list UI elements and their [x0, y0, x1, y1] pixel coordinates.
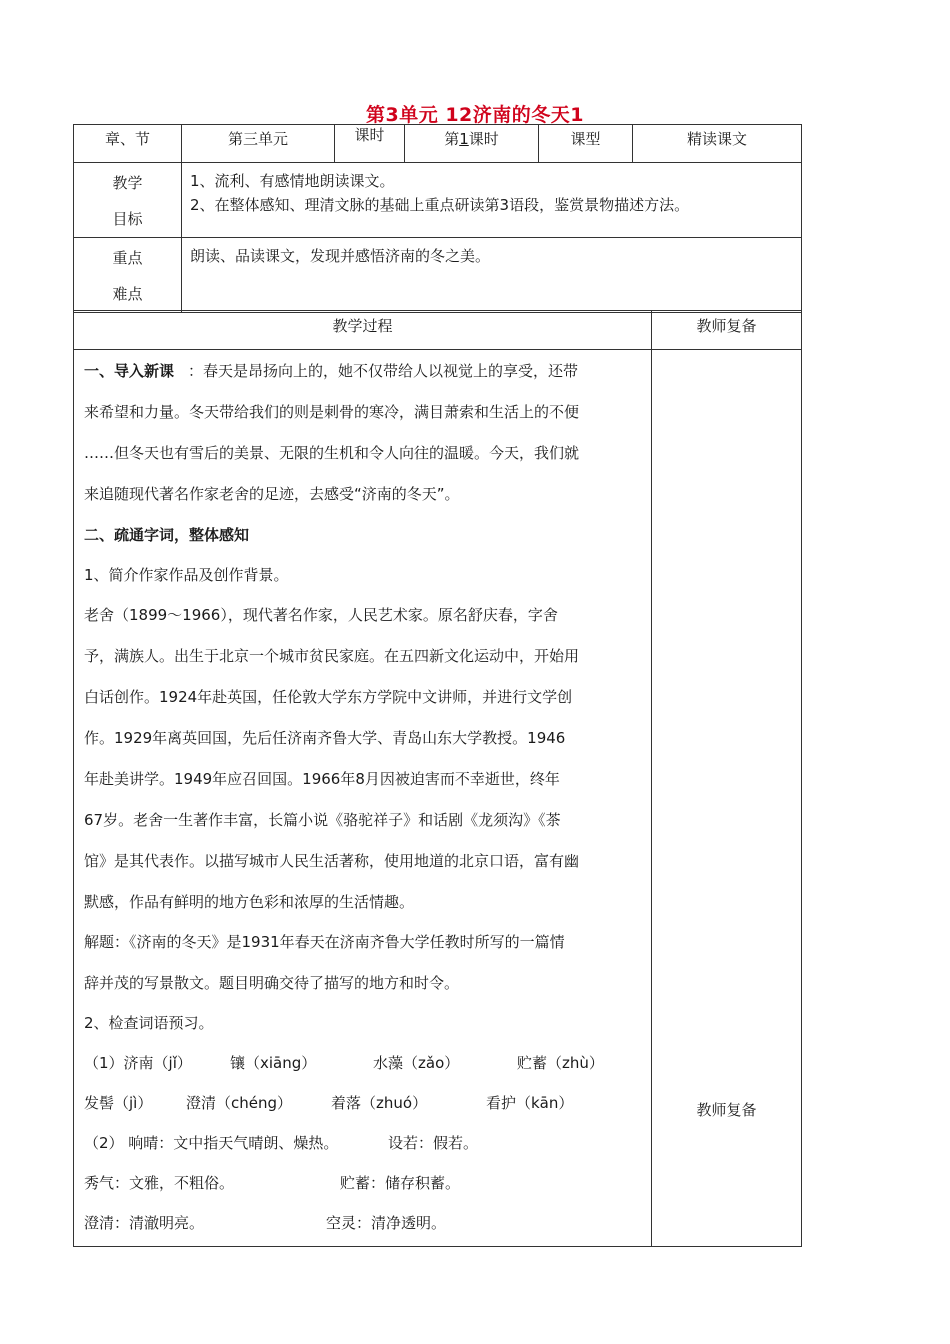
type-label: 课型	[570, 130, 601, 148]
section2-heading: 二、疏通字词，整体感知	[84, 526, 250, 544]
goals-label: 教学 目标	[74, 163, 182, 238]
process-content: 一、导入新课 ：春天是昂扬向上的，她不仅带给人以视觉上的享受，还带 来希望和力量。冬天带给我们的则是刺骨的寒冷，满目萧索和生活上的不便 ……但冬天也有雪后的美景、无限的生机和令人向往的温暖。今天，我们就 来追随现代著名作家老舍的足迹，去感受“济南的冬天”。 二、疏通字词，整体感知 1、简介作家作品及创作背景。 老舍（1899～1966），现代著名作家，人民艺术家。原名舒庆春，字舍 予，满族人。出生于北京一个城市贫民家庭。在五四新文化运动中，开始用 白话创作。1924年赴英国，任伦敦大学东方学院中文讲师，并进行文学创 作。1929年离英回国，先后任济南齐鲁大学、青岛山东大学教授。1946 年赴美讲学。1949年应召回国。1966年8月因被迫害而不幸逝世，终年 67岁。老舍一生著作丰富，长篇小说《骆驼祥子》和话剧《龙须沟》《茶 馆》是其代表作。以描写城市人民生活著称，使用地道的北京口语，富有幽 默感，作品有鲜明的地方色彩和浓厚的生活情趣。 解题：《济南的冬天》是1931年春天在济南齐鲁大学任教时所写的一篇情 辞并茂的写景散文。题目明确交待了描写的地方和时令。 2、检查词语预习。 （1）济南（jǐ） 镶（xiāng） 水藻（zǎo） 贮蓄（zhù） 发髻（jì） 澄清（chéng） 着落（zhuó） 看护（kān） （2） 响晴：文中指天气晴朗、燥热。 设若：假若。 秀气：文雅，不粗俗。 贮蓄：储存积蓄。 澄清：清澈明亮。 空灵：清净透明。	[74, 350, 652, 1247]
focus-label: 重点 难点	[74, 238, 182, 313]
period-value: 第1课时	[405, 125, 539, 163]
vocab-row: 发髻（jì） 澄清（chéng） 着落（zhuó） 看护（kān）	[84, 1094, 574, 1112]
review-column	[652, 350, 802, 1247]
page-title: 第3单元 12济南的冬天1	[366, 104, 584, 126]
goal-item: 2、在整体感知、理清文脉的基础上重点研读第3语段，鉴赏景物描述方法。	[190, 196, 690, 214]
process-header: 教学过程	[332, 317, 393, 335]
goal-item: 1、流利、有感情地朗读课文。	[190, 172, 395, 190]
vocab-row: （1）济南（jǐ） 镶（xiāng） 水藻（zǎo） 贮蓄（zhù）	[84, 1054, 604, 1072]
period-number: 1	[459, 130, 469, 148]
review-note: 教师复备	[696, 1101, 757, 1119]
focus-text: 朗读、品读课文，发现并感悟济南的冬之美。	[182, 238, 802, 313]
chapter-label: 章、节	[104, 130, 150, 148]
process-table	[73, 310, 802, 1247]
goals-list	[182, 163, 802, 238]
chapter-value: 第三单元	[227, 130, 288, 148]
definition-row: （2） 响晴：文中指天气晴朗、燥热。 设若：假若。	[84, 1134, 479, 1152]
definition-row: 秀气：文雅，不粗俗。 贮蓄：储存积蓄。	[84, 1174, 461, 1192]
period-label: 课时	[354, 126, 385, 144]
section1-heading: 一、导入新课	[84, 362, 175, 380]
type-value: 精读课文	[686, 130, 747, 148]
definition-row: 澄清：清澈明亮。 空灵：清净透明。	[84, 1214, 447, 1232]
review-header: 教师复备	[696, 317, 757, 335]
lesson-info-table	[73, 124, 802, 313]
